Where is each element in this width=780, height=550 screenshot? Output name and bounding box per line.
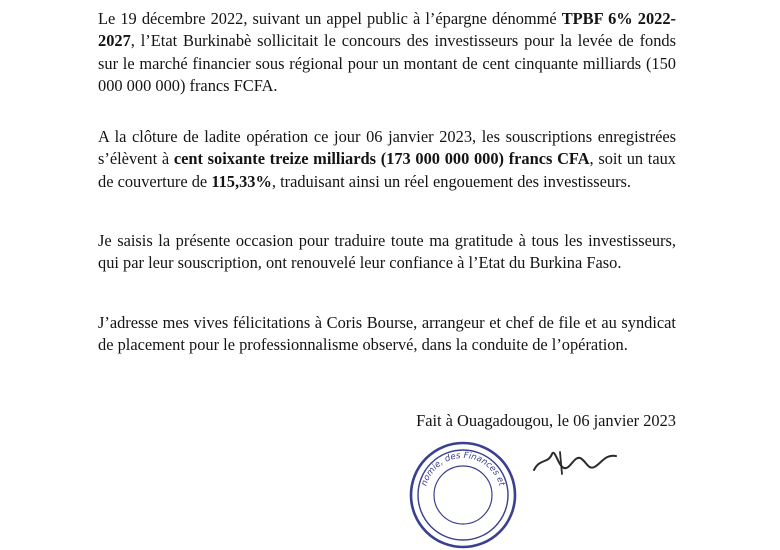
subscribed-amount: cent soixante treize milliards (173 000 000 000) francs CFA — [173, 149, 590, 169]
p1-text-1: Le 19 décembre 2022, suivant un appel public à l’épargne dénommé — [98, 9, 562, 28]
paragraph-congratulations: J’adresse mes vives félicitations à Coris Bourse, arrangeur et chef de file et au syndicat de placement pour le professionnalisme observé, dans la conduite de l’opération. — [98, 313, 676, 355]
official-stamp — [408, 440, 518, 550]
coverage-rate: 115,33% — [211, 171, 272, 191]
place-and-date: Fait à Ouagadougou, le 06 janvier 2023 — [416, 411, 676, 430]
p1-text-2: , l’Etat Burkinabè sollicitait le concours des investisseurs pour la levée de fonds sur le marché financier sous régional pour un montant de cent cinquante milliards (150 000 000 000) francs FCFA. — [98, 31, 676, 95]
p2-text-1: A la clôture de ladite opération ce jour 06 janvier 2023, les souscriptions enregistrées s’élèvent à — [98, 127, 676, 169]
signature — [530, 446, 620, 476]
paragraph-bond-issue — [98, 8, 676, 97]
paragraph-subscription-results — [98, 126, 676, 193]
p2-text-3: , traduisant ainsi un réel engouement des investisseurs. — [271, 171, 632, 191]
paragraph-gratitude: Je saisis la présente occasion pour traduire toute ma gratitude à tous les investisseurs, qui par leur souscription, ont renouvelé leur confiance à l’Etat du Burkina Faso. — [98, 231, 676, 273]
p2-text-2: , soit un taux de couverture de — [98, 149, 676, 191]
stamp-text: nomie, des Finances et — [419, 450, 507, 488]
bond-name: TPBF 6% 2022-2027 — [98, 9, 676, 51]
svg-text:nomie, des Finances et — [420, 451, 507, 488]
